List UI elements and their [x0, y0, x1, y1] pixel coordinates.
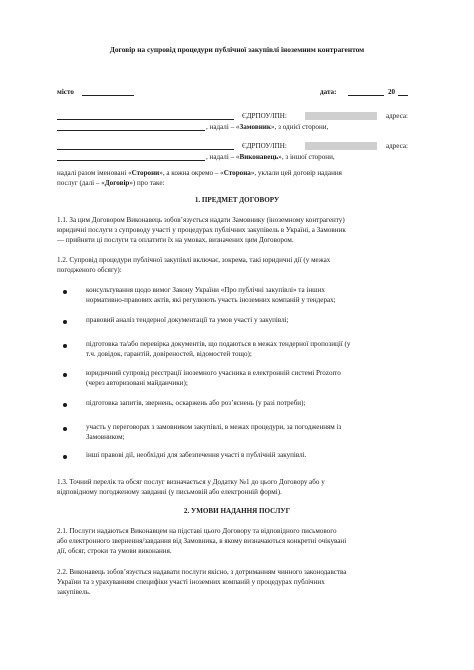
party2-role: Виконавець	[239, 153, 279, 161]
bullet-line: участь у переговорах з замовником закупівлі, в межах процедури, за погодженням із	[86, 423, 342, 431]
party1-name-field[interactable]	[57, 112, 234, 124]
bullet-line: правовий аналіз тендерної документації та умов участі у закупівлі;	[86, 316, 289, 324]
place-field[interactable]	[82, 88, 134, 100]
bullet-line: юридичний супровід реєстрації іноземного учасника в електронній системі Prozorro	[86, 369, 341, 377]
document-title: Договір на супровід процедури публічної закупівлі іноземним контрагентом	[109, 45, 365, 54]
party1-edrpou-label: ЄДРПОУ/ІПН:	[242, 112, 287, 120]
party2-edrpou-label: ЄДРПОУ/ІПН:	[242, 142, 287, 150]
bullet-icon	[63, 290, 67, 294]
party1-edrpou-field[interactable]	[305, 112, 377, 123]
party1-designation: , надалі – «Замовник», з однієї сторони,	[206, 123, 329, 131]
clause-2-2-line: закупівель.	[57, 588, 91, 596]
place-label: місто	[57, 88, 74, 96]
year-prefix: 20	[388, 88, 396, 96]
party2-name-field[interactable]	[57, 142, 234, 154]
bullet-icon	[63, 427, 67, 431]
date-field[interactable]	[348, 88, 384, 100]
bullet-icon	[63, 373, 67, 377]
clause-2-1-line: 2.1. Послуги надаються Виконавцем на підставі цього Договору та відповідного письмового	[57, 527, 337, 535]
bullet-line: нормативно-правових актів, які регулюють участь іноземних компаній у тендерах;	[86, 296, 336, 304]
bullet-line: інші правові дії, необхідні для забезпечення участі в публічній закупівлі.	[86, 451, 307, 459]
section-1-heading: 1. ПРЕДМЕТ ДОГОВОРУ	[194, 196, 280, 204]
party1-address-label: адреса:	[386, 112, 408, 120]
bullet-icon	[63, 455, 67, 459]
bullet-line: (через авторизовані майданчики);	[86, 379, 188, 387]
party1-address-field[interactable]	[57, 123, 205, 135]
bullet-icon	[63, 344, 67, 348]
clause-1-1-line: 1.1. За цим Договором Виконавець зобов’язується надати Замовнику (іноземному контрагенту)	[57, 216, 345, 224]
clause-1-1-line: юридичні послуги з супроводу участі у процедурах публічних закупівель в Україні, а Замовник	[57, 226, 346, 234]
clause-1-1-line: — прийняти ці послуги та оплатити їх на умовах, визначених цим Договором.	[57, 236, 294, 244]
party2-address-label: адреса:	[386, 142, 408, 150]
clause-2-1-line: або електронного звернення/завдання від Замовника, в якому визначаються конкретні очікувані	[57, 537, 347, 545]
year-field[interactable]	[398, 88, 408, 100]
bullet-line: підготовка запитів, звернень, оскаржень або роз’яснень (у разі потреби);	[86, 399, 306, 407]
intro-line-1: надалі разом іменовані «Сторони», а кожна окремо – «Сторона», уклали цей договір надання	[57, 169, 342, 177]
clause-2-2-line: України та з урахуванням специфіки участі іноземних компаній у процедурах публічних	[57, 578, 325, 586]
clause-2-2-line: 2.2. Виконавець зобов’язується надавати послуги якісно, з дотриманням чинного законодавства	[57, 568, 347, 576]
party2-edrpou-field[interactable]	[305, 142, 377, 153]
bullet-line: т.ч. довідок, гарантій, довіреностей, відомостей тощо);	[86, 350, 252, 358]
clause-2-1-line: дії, обсяг, строки та умови виконання.	[57, 547, 172, 555]
section-2-heading: 2. УМОВИ НАДАННЯ ПОСЛУГ	[183, 507, 291, 515]
bullet-icon	[63, 320, 67, 324]
intro-line-2: послуг (далі – «Договір») про таке:	[57, 179, 165, 187]
bullet-line: консультування щодо вимог Закону України «Про публічні закупівлі» та інших	[86, 286, 325, 294]
bullet-icon	[63, 403, 67, 407]
clause-1-3-line: 1.3. Точний перелік та обсяг послуг визначається у Додатку №1 до цього Договору або у	[57, 478, 325, 486]
clause-1-3-line: відповідному погодженому завданні (у письмовій або електронній формі).	[57, 488, 282, 496]
party2-address-field[interactable]	[57, 153, 205, 165]
clause-1-2-line: 1.2. Супровід процедури публічної закупівлі включає, зокрема, такі юридичні дії (у межах	[57, 256, 331, 264]
bullet-line: підготовка та/або перевірка документів, що подаються в межах тендерної пропозиції (у	[86, 340, 351, 348]
party1-role: Замовник	[239, 123, 271, 131]
party2-designation: , надалі – «Виконавець», з іншої сторони,	[206, 153, 335, 161]
date-label: дата:	[320, 88, 337, 96]
bullet-line: Замовником;	[86, 433, 125, 441]
clause-1-2-line: погодженого обсягу):	[57, 266, 122, 274]
